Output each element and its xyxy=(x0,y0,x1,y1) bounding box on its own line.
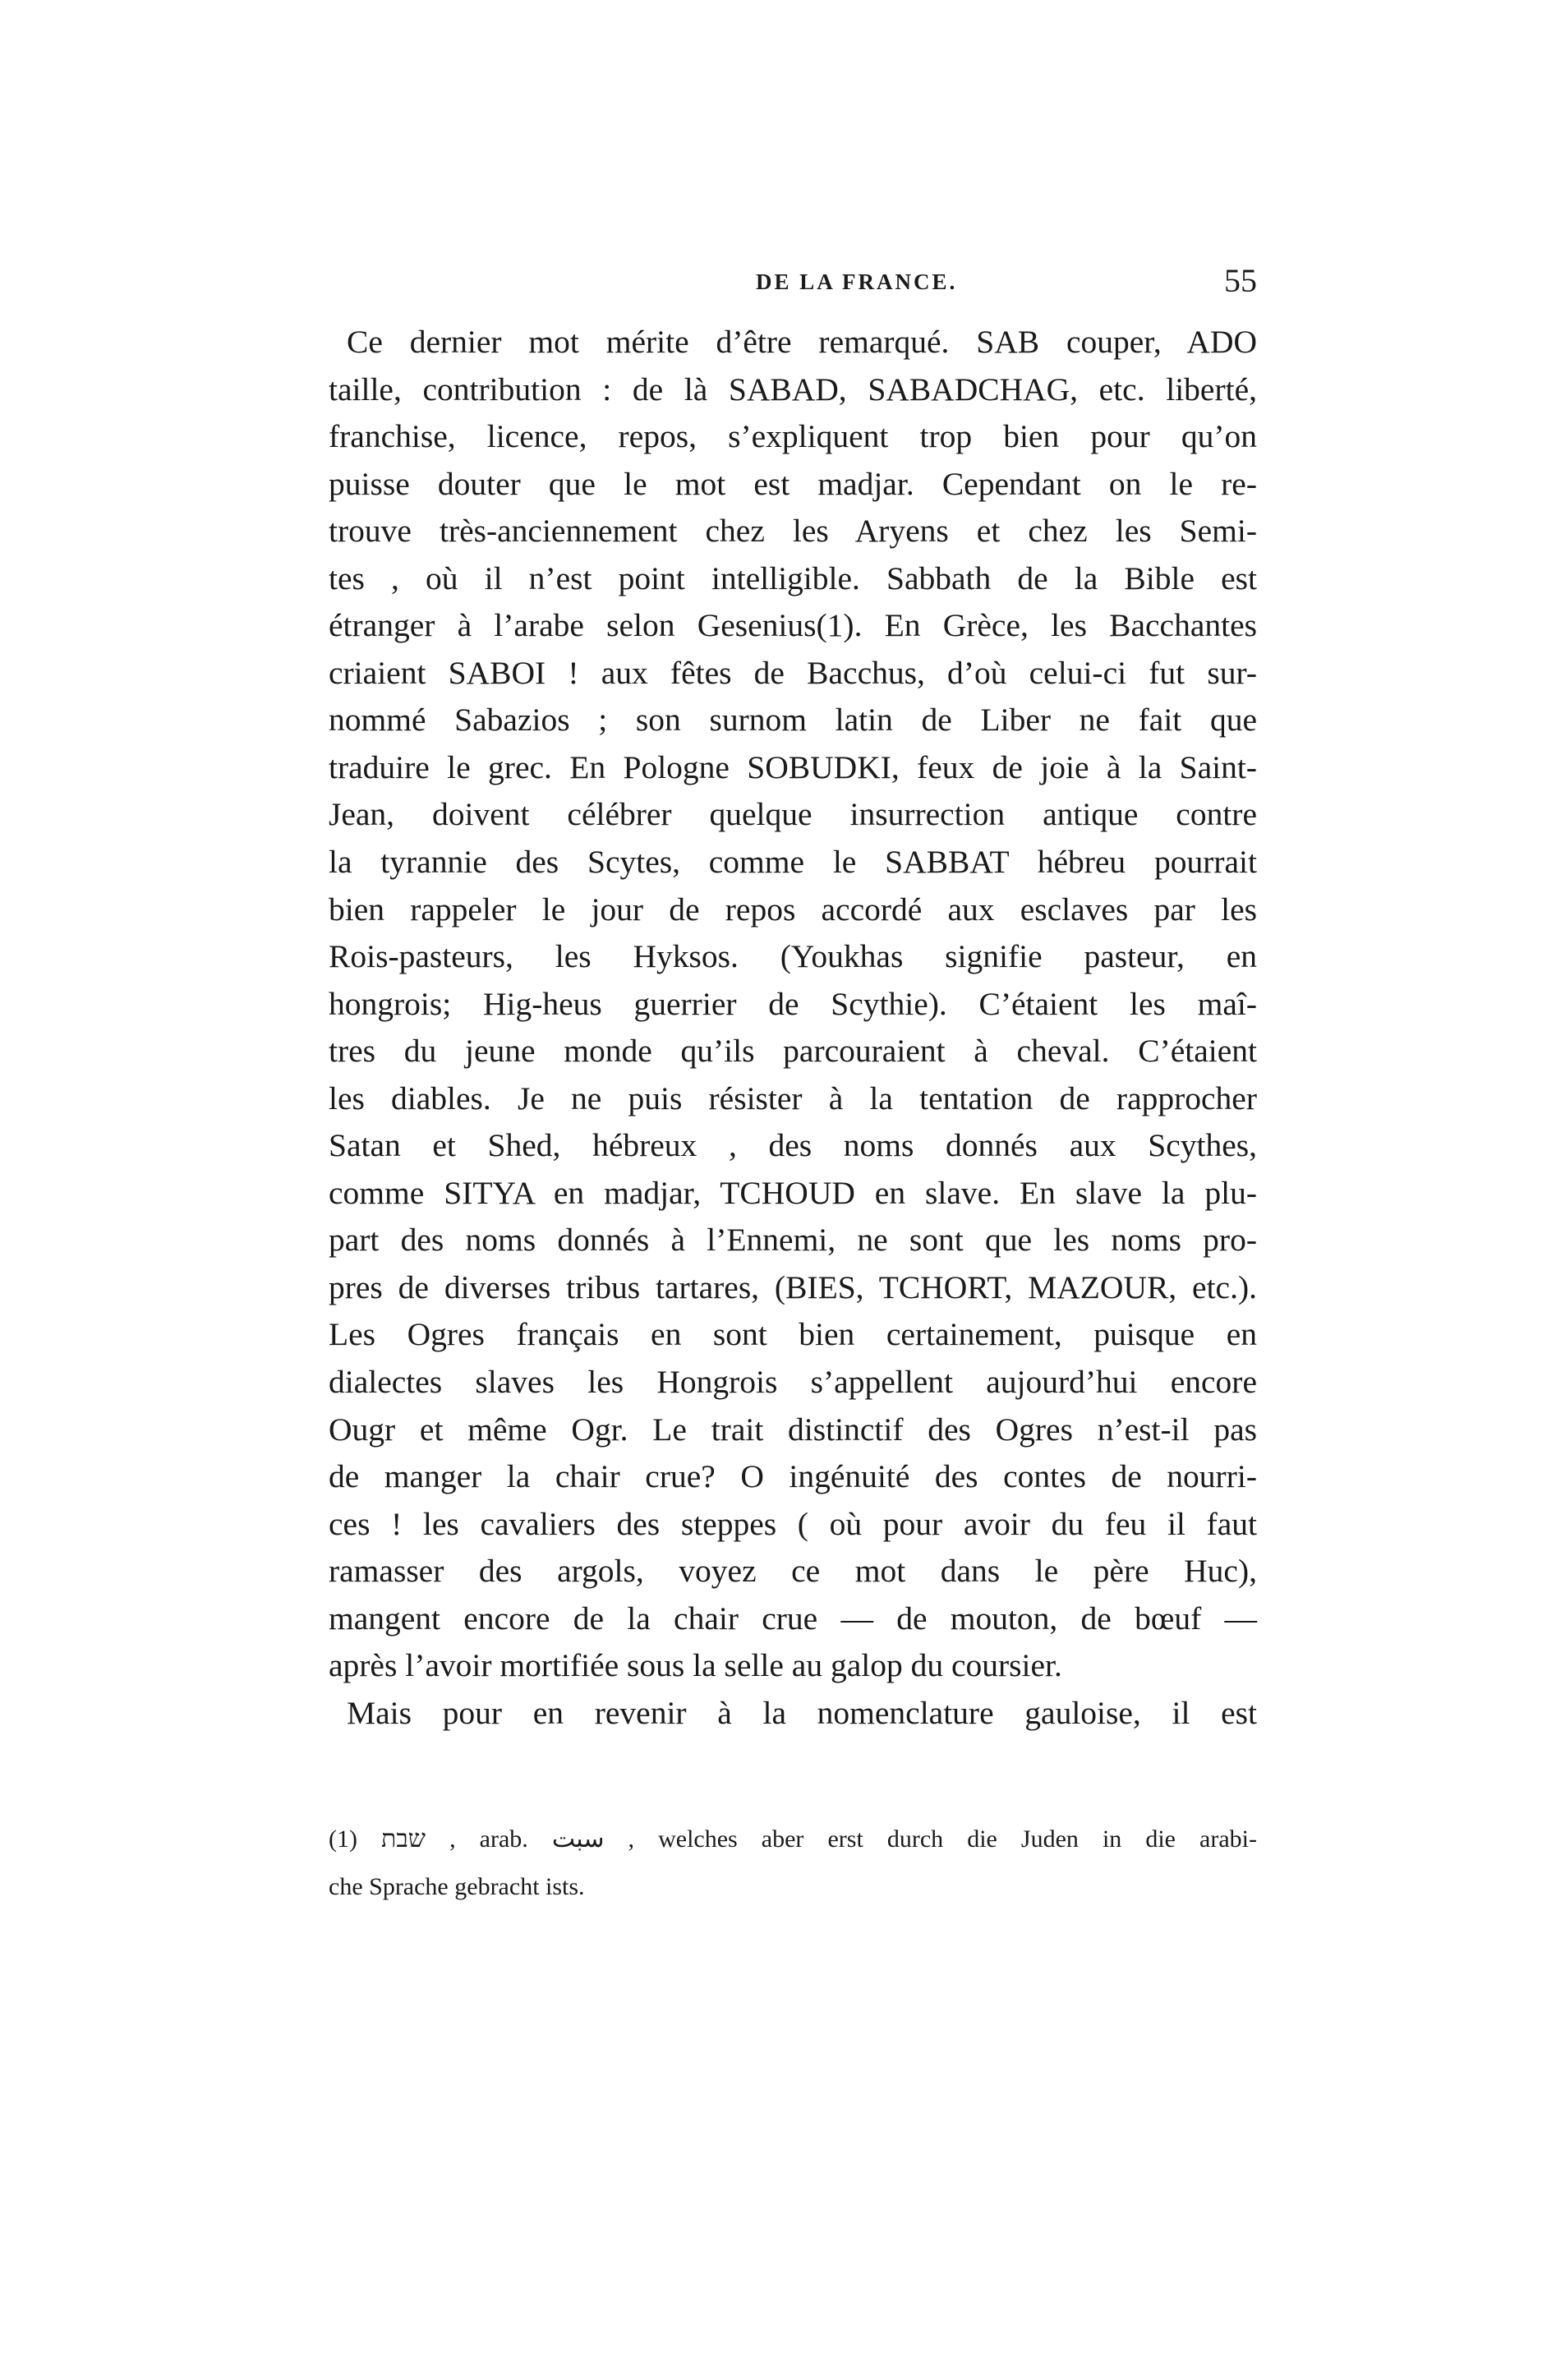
text-line: comme SITYA en madjar, TCHOUD en slave. En slave la plu- xyxy=(329,1174,1257,1211)
text-line: les diables. Je ne puis résister à la tentation de rapprocher xyxy=(329,1080,1257,1116)
text-line: franchise, licence, repos, s’expliquent trop bien pour qu’on xyxy=(329,418,1257,455)
footnote-line: (1) שבת , arab. سبت , welches aber erst durch die Juden in die arabi- xyxy=(329,1825,1258,1853)
text-line: nommé Sabazios ; son surnom latin de Liber ne fait que xyxy=(329,702,1257,739)
text-line: bien rappeler le jour de repos accordé aux esclaves par les xyxy=(329,891,1257,928)
text-line: Ougr et même Ogr. Le trait distinctif des Ogres n’est-il pas xyxy=(329,1411,1257,1448)
text-line: ramasser des argols, voyez ce mot dans le père Huc), xyxy=(329,1553,1257,1590)
text-line: puisse douter que le mot est madjar. Cependant on le re- xyxy=(329,465,1257,502)
text-line: Ce dernier mot mérite d’être remarqué. SAB couper, ADO xyxy=(347,324,1257,360)
text-line: Mais pour en revenir à la nomenclature gauloise, il est xyxy=(347,1694,1257,1731)
text-line: Les Ogres français en sont bien certainement, puisque en xyxy=(329,1316,1257,1353)
text-line: étranger à l’arabe selon Gesenius(1). En Grèce, les Bacchantes xyxy=(329,607,1257,644)
text-line: Rois-pasteurs, les Hyksos. (Youkhas signifie pasteur, en xyxy=(329,938,1257,975)
running-title: DE LA FRANCE. xyxy=(756,269,958,294)
text-line: après l’avoir mortifiée sous la selle au galop du coursier. xyxy=(329,1647,1062,1684)
text-line: dialectes slaves les Hongrois s’appellent aujourd’hui encore xyxy=(329,1364,1257,1401)
text-line: tes , où il n’est point intelligible. Sabbath de la Bible est xyxy=(329,559,1257,596)
text-line: taille, contribution : de là SABAD, SABADCHAG, etc. liberté, xyxy=(329,371,1257,407)
footnotes xyxy=(329,1816,1257,1911)
text-line: Jean, doivent célébrer quelque insurrection antique contre xyxy=(329,796,1257,833)
page-number: 55 xyxy=(1224,262,1257,299)
text-line: hongrois; Hig-heus guerrier de Scythie). C’étaient les maî- xyxy=(329,985,1257,1022)
text-line: traduire le grec. En Pologne SOBUDKI, feux de joie à la Saint- xyxy=(329,748,1257,785)
text-line: la tyrannie des Scytes, comme le SABBAT hébreu pourrait xyxy=(329,844,1257,881)
paragraph xyxy=(329,319,1257,1690)
text-line: de manger la chair crue? O ingénuité des contes de nourri- xyxy=(329,1458,1257,1495)
text-line: mangent encore de la chair crue — de mouton, de bœuf — xyxy=(329,1600,1257,1637)
text-line: ces ! les cavaliers des steppes ( où pour avoir du feu il faut xyxy=(329,1505,1257,1542)
text-line: tres du jeune monde qu’ils parcouraient à cheval. C’étaient xyxy=(329,1033,1257,1070)
text-line: pres de diverses tribus tartares, (BIES, TCHORT, MAZOUR, etc.). xyxy=(329,1268,1257,1305)
text-line: criaient SABOI ! aux fêtes de Bacchus, d’où celui-ci fut sur- xyxy=(329,654,1257,691)
page-header xyxy=(329,261,1257,311)
paragraph xyxy=(329,1690,1257,1738)
body-text xyxy=(329,319,1257,1737)
footnote-line: che Sprache gebracht ists. xyxy=(329,1873,585,1900)
text-line: part des noms donnés à l’Ennemi, ne sont que les noms pro- xyxy=(329,1222,1257,1259)
text-line: Satan et Shed, hébreux , des noms donnés aux Scythes, xyxy=(329,1127,1257,1164)
text-line: trouve très-anciennement chez les Aryens et chez les Semi- xyxy=(329,513,1257,550)
